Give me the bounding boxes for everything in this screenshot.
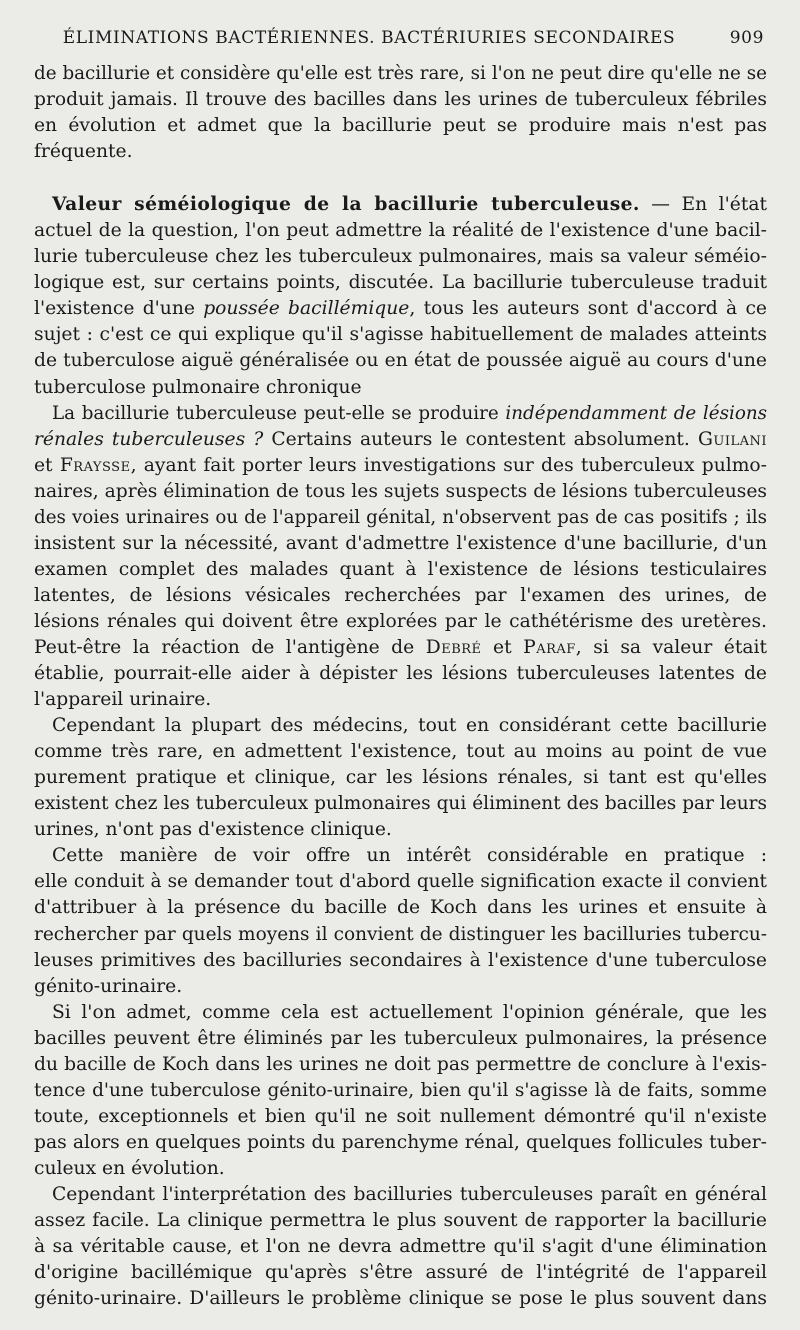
text-run: Certains auteurs le contestent absolument.	[263, 428, 698, 450]
text-line: existent chez les tuberculeux pulmonaires qui éliminent des bacilles par leurs	[34, 793, 767, 815]
text-line: sujet : c'est ce qui explique qu'il s'agisse habituellement de malades atteints	[34, 324, 767, 346]
text-line: du bacille de Koch dans les urines ne doit pas permettre de conclure à l'exis-	[34, 1053, 767, 1075]
running-title: ÉLIMINATIONS BACTÉRIENNES. BACTÉRIURIES SECONDAIRES	[62, 28, 676, 48]
text-line: logique est, sur certains points, discutée. La bacillurie tuberculeuse traduit	[34, 272, 767, 294]
text-line: de tuberculose aiguë généralisée ou en état de poussée aiguë au cours d'une	[34, 350, 767, 372]
text-line: Si l'on admet, comme cela est actuellement l'opinion générale, que les	[52, 1001, 767, 1023]
text-line: à sa véritable cause, et l'on ne devra admettre qu'il s'agit d'une élimination	[34, 1236, 767, 1258]
text-line: lurie tuberculeuse chez les tuberculeux pulmonaires, mais sa valeur séméio-	[34, 246, 767, 268]
text-line: tuberculose pulmonaire chronique	[34, 376, 362, 398]
text-line: bacilles peuvent être éliminés par les tuberculeux pulmonaires, la présence	[34, 1027, 767, 1049]
paragraph-2	[34, 191, 767, 400]
text-line: culeux en évolution.	[34, 1157, 225, 1179]
text-run: Peut-être la réaction de l'antigène de	[34, 636, 426, 658]
running-header	[34, 28, 764, 54]
text-line	[34, 427, 767, 453]
text-run: La bacillurie tuberculeuse peut-elle se produire	[52, 402, 506, 424]
text-line: rechercher par quels moyens il convient de distinguer les bacilluries tubercu-	[34, 923, 767, 945]
section-heading: Valeur séméiologique de la bacillurie tuberculeuse.	[52, 193, 640, 216]
text-line: fréquente.	[34, 141, 133, 163]
text-line: purement pratique et clinique, car les lésions rénales, si tant est qu'elles	[34, 767, 767, 789]
text-line: l'appareil urinaire.	[34, 689, 212, 711]
text-run: — En l'état	[639, 194, 767, 216]
text-line	[34, 296, 767, 322]
italic-term: indépendamment de lésions	[505, 402, 767, 424]
text-run: , ayant fait porter leurs investigations sur des tuberculeux pulmo-	[130, 454, 767, 476]
text-line: Cependant l'interprétation des bacilluries tuberculeuses paraît en général	[52, 1183, 767, 1205]
text-line: Cette manière de voir offre un intérêt considérable en pratique :	[52, 845, 767, 867]
text-line: naires, après élimination de tous les sujets suspects de lésions tuberculeuses	[34, 480, 767, 502]
text-line: génito-urinaire. D'ailleurs le problème clinique se pose le plus souvent dans	[34, 1288, 767, 1310]
text-run: et	[34, 454, 60, 476]
text-line	[34, 635, 767, 661]
text-run: , si sa valeur était	[575, 636, 767, 658]
author-name: Fraysse	[59, 454, 131, 476]
text-run: , tous les auteurs sont d'accord à ce	[409, 298, 767, 320]
paragraph-3	[34, 401, 767, 714]
text-line: assez facile. La clinique permettra le plus souvent de rapporter la bacillurie	[34, 1210, 767, 1232]
text-line: tence d'une tuberculose génito-urinaire, bien qu'il s'agisse là de faits, somme	[34, 1079, 767, 1101]
text-line: latentes, de lésions vésicales recherchées par l'examen des urines, de	[34, 584, 767, 606]
text-run: l'existence d'une	[34, 298, 204, 320]
text-line: elle conduit à se demander tout d'abord quelle signification exacte il convient	[34, 871, 767, 893]
text-line: Cependant la plupart des médecins, tout en considérant cette bacillurie	[52, 715, 767, 737]
text-line: établie, pourrait-elle aider à dépister les lésions tuberculeuses latentes de	[34, 663, 767, 685]
text-line	[34, 191, 767, 218]
text-line: pas alors en quelques points du parenchyme rénal, quelques follicules tuber-	[34, 1131, 767, 1153]
paragraph-4	[34, 713, 767, 843]
text-line: des voies urinaires ou de l'appareil génital, n'observent pas de cas positifs ; ils	[34, 506, 767, 528]
text-line: de bacillurie et considère qu'elle est très rare, si l'on ne peut dire qu'elle ne se	[34, 63, 767, 84]
paragraph-gap	[34, 165, 767, 191]
text-line: toute, exceptionnels et bien qu'il ne soit nullement démontré qu'il n'existe	[34, 1105, 767, 1127]
text-line: leuses primitives des bacilluries secondaires à l'existence d'une tuberculose	[34, 949, 767, 971]
italic-term: poussée bacillémique	[203, 298, 410, 320]
text-line: urines, n'ont pas d'existence clinique.	[34, 819, 392, 841]
text-line: actuel de la question, l'on peut admettre la réalité de l'existence d'une bacil-	[34, 220, 767, 242]
text-line: insistent sur la nécessité, avant d'admettre l'existence d'une bacillurie, d'un	[34, 532, 767, 554]
text-line: comme très rare, en admettent l'existence, tout au moins au point de vue	[34, 741, 767, 763]
italic-term: rénales tuberculeuses ?	[34, 428, 264, 450]
text-line	[34, 401, 767, 427]
author-name: Guilani	[697, 428, 767, 450]
page-body	[34, 61, 767, 1312]
text-run: et	[481, 636, 524, 658]
paragraph-5	[34, 843, 767, 999]
paragraph-1	[34, 61, 767, 165]
text-line: examen complet des malades quant à l'existence de lésions testiculaires	[34, 558, 767, 580]
author-name: Paraf	[523, 636, 576, 658]
author-name: Debré	[425, 636, 482, 658]
text-line: lésions rénales qui doivent être explorées par le cathétérisme des uretères.	[34, 610, 767, 632]
text-line: d'attribuer à la présence du bacille de Koch dans les urines et ensuite à	[34, 897, 767, 919]
paragraph-7	[34, 1182, 767, 1312]
page-number: 909	[729, 28, 764, 48]
text-line: en évolution et admet que la bacillurie peut se produire mais n'est pas	[34, 115, 767, 137]
text-line: produit jamais. Il trouve des bacilles dans les urines de tuberculeux fébriles	[34, 89, 767, 111]
paragraph-6	[34, 1000, 767, 1182]
text-line: d'origine bacillémique qu'après s'être assuré de l'intégrité de l'appareil	[34, 1262, 767, 1284]
text-line	[34, 453, 767, 479]
text-line: génito-urinaire.	[34, 975, 183, 997]
